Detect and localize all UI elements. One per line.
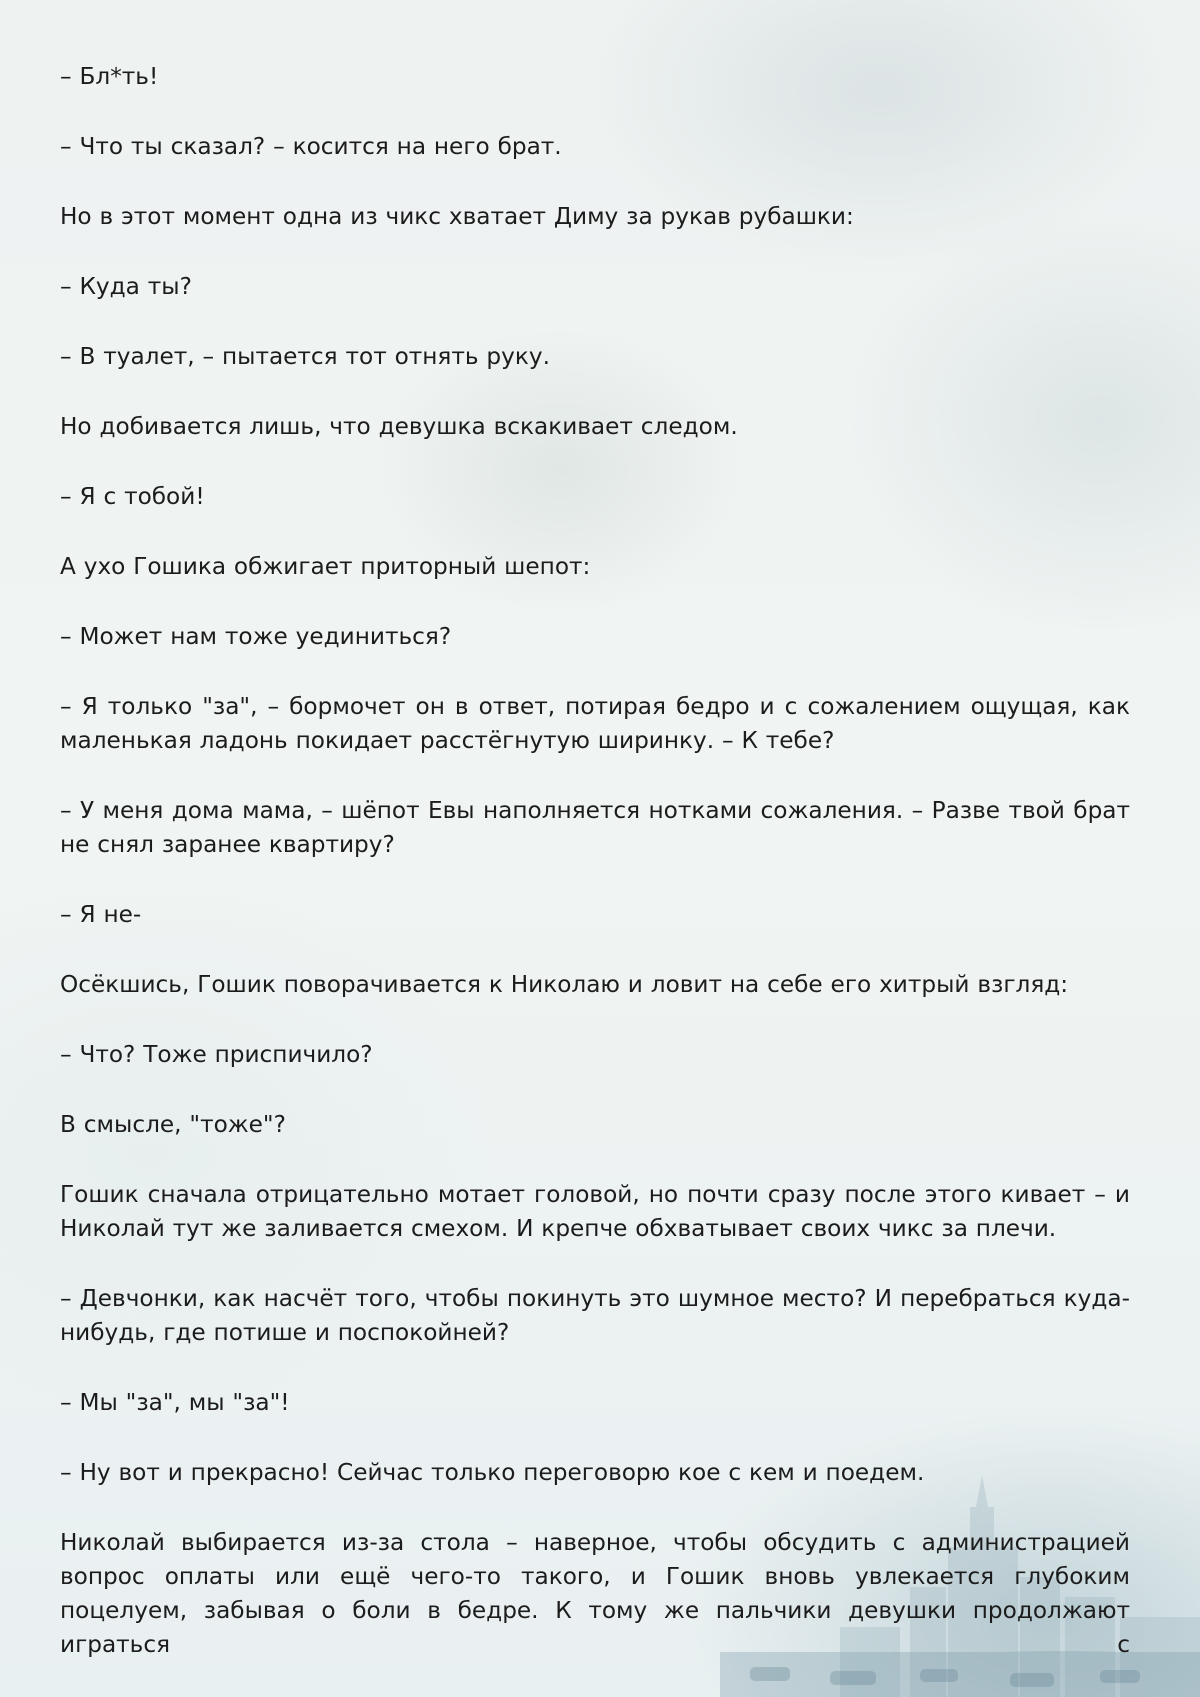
paragraph: – В туалет, – пытается тот отнять руку. — [60, 343, 550, 370]
book-text — [60, 60, 1130, 1662]
paragraph: – Я не- — [60, 901, 142, 928]
paragraph: – Куда ты? — [60, 273, 192, 300]
paragraph: Но добивается лишь, что девушка вскакивает следом. — [60, 413, 738, 440]
paragraph: – Может нам тоже уединиться? — [60, 623, 452, 650]
paragraph: Гошик сначала отрицательно мотает головой, но почти сразу после этого кивает – и Николай тут же заливается смехом. И крепче обхватывает своих чикс за плечи. — [60, 1181, 1130, 1242]
paragraph: – Я с тобой! — [60, 483, 205, 510]
paragraph: – Что ты сказал? – косится на него брат. — [60, 133, 562, 160]
paragraph: А ухо Гошика обжигает приторный шепот: — [60, 553, 591, 580]
paragraph: Но в этот момент одна из чикс хватает Диму за рукав рубашки: — [60, 203, 854, 230]
paragraph: – Девчонки, как насчёт того, чтобы покинуть это шумное место? И перебраться куда-нибудь, где потише и поспокойней? — [60, 1285, 1130, 1346]
paragraph: – Мы "за", мы "за"! — [60, 1389, 290, 1416]
paragraph: – Ну вот и прекрасно! Сейчас только переговорю кое с кем и поедем. — [60, 1459, 925, 1486]
paragraph: В смысле, "тоже"? — [60, 1111, 286, 1138]
paragraph: – У меня дома мама, – шёпот Евы наполняется нотками сожаления. – Разве твой брат не снял заранее квартиру? — [60, 797, 1130, 858]
paragraph: Осёкшись, Гошик поворачивается к Николаю и ловит на себе его хитрый взгляд: — [60, 971, 1069, 998]
paragraph: Николай выбирается из-за стола – наверное, чтобы обсудить с администрацией вопрос оплаты или ещё чего-то такого, и Гошик вновь увлекается глубоким поцелуем, забывая о боли в бедре. К тому же пальчики девушки продолжают играться с — [60, 1529, 1130, 1658]
paragraph: – Бл*ть! — [60, 63, 159, 90]
paragraph: – Я только "за", – бормочет он в ответ, потирая бедро и с сожалением ощущая, как маленькая ладонь покидает расстёгнутую ширинку. – К тебе? — [60, 693, 1130, 754]
paragraph: – Что? Тоже приспичило? — [60, 1041, 373, 1068]
